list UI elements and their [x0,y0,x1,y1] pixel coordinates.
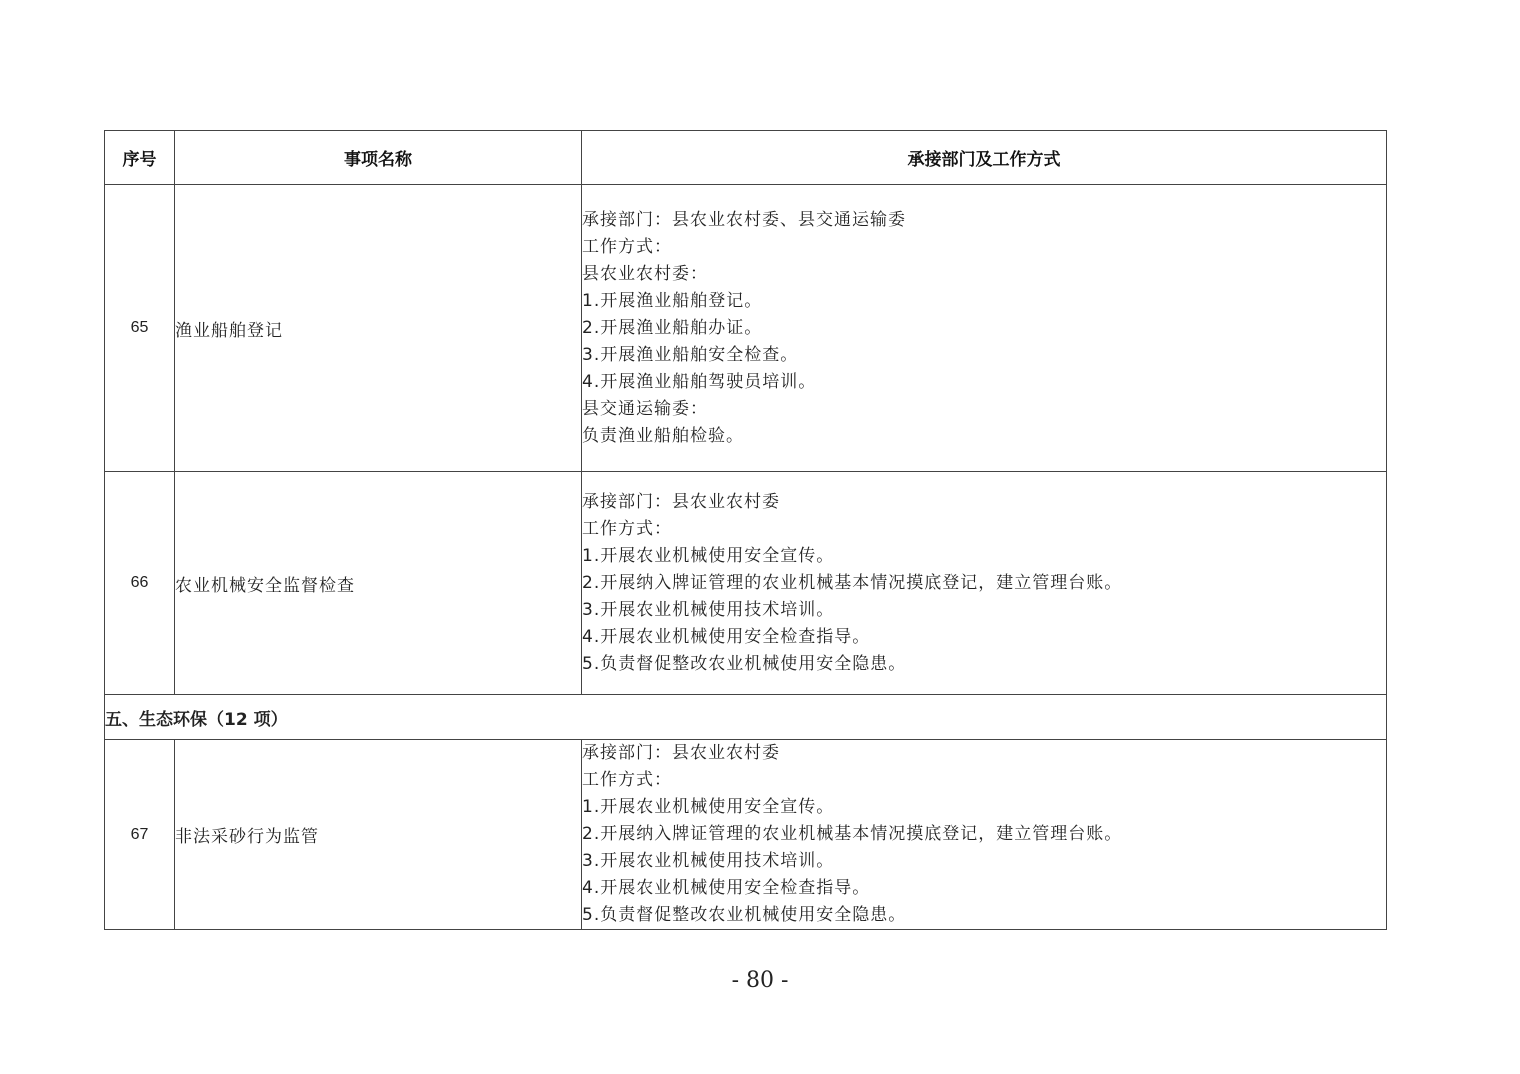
method-line: 1.开展渔业船舶登记。 [582,290,763,311]
method-line: 1.开展农业机械使用安全宣传。 [582,545,835,566]
method-line: 2.开展纳入牌证管理的农业机械基本情况摸底登记，建立管理台账。 [582,824,1123,844]
page-number: - 80 - [731,968,789,993]
method-line: 3.开展农业机械使用技术培训。 [582,599,835,620]
method-line: 负责渔业船舶检验。 [582,425,744,446]
section-row [105,695,1387,740]
method-line: 县交通运输委： [582,398,708,419]
row-index: 65 [105,185,175,472]
table-row [105,472,1387,695]
table-row [105,185,1387,472]
method-line: 承接部门：县农业农村委 [582,743,780,763]
row-index: 67 [105,740,175,930]
method-line: 工作方式： [582,518,672,539]
method-line: 工作方式： [582,236,672,257]
method-line: 2.开展纳入牌证管理的农业机械基本情况摸底登记，建立管理台账。 [582,572,1123,593]
header-name: 事项名称 [175,131,582,185]
section-title: 五、生态环保（12 项） [105,695,1387,740]
row-method [582,740,1387,930]
method-line: 4.开展农业机械使用安全检查指导。 [582,878,871,898]
method-line: 3.开展渔业船舶安全检查。 [582,344,799,365]
table-row [105,740,1387,930]
method-line: 工作方式： [582,770,672,790]
method-line: 4.开展农业机械使用安全检查指导。 [582,626,871,647]
method-line: 承接部门：县农业农村委、县交通运输委 [582,209,906,230]
row-index: 66 [105,472,175,695]
header-index: 序号 [105,131,175,185]
method-line: 承接部门：县农业农村委 [582,491,780,512]
method-line: 5.负责督促整改农业机械使用安全隐患。 [582,653,907,674]
items-table [104,130,1387,930]
row-method [582,185,1387,472]
row-item-name: 农业机械安全监督检查 [175,472,582,695]
method-line: 县农业农村委： [582,263,708,284]
row-item-name: 非法采砂行为监管 [175,740,582,930]
method-line: 2.开展渔业船舶办证。 [582,317,763,338]
row-item-name: 渔业船舶登记 [175,185,582,472]
method-line: 4.开展渔业船舶驾驶员培训。 [582,371,817,392]
row-method [582,472,1387,695]
header-method: 承接部门及工作方式 [582,131,1387,185]
method-line: 1.开展农业机械使用安全宣传。 [582,797,835,817]
method-line: 5.负责督促整改农业机械使用安全隐患。 [582,905,907,925]
table-header-row [105,131,1387,185]
method-line: 3.开展农业机械使用技术培训。 [582,851,835,871]
